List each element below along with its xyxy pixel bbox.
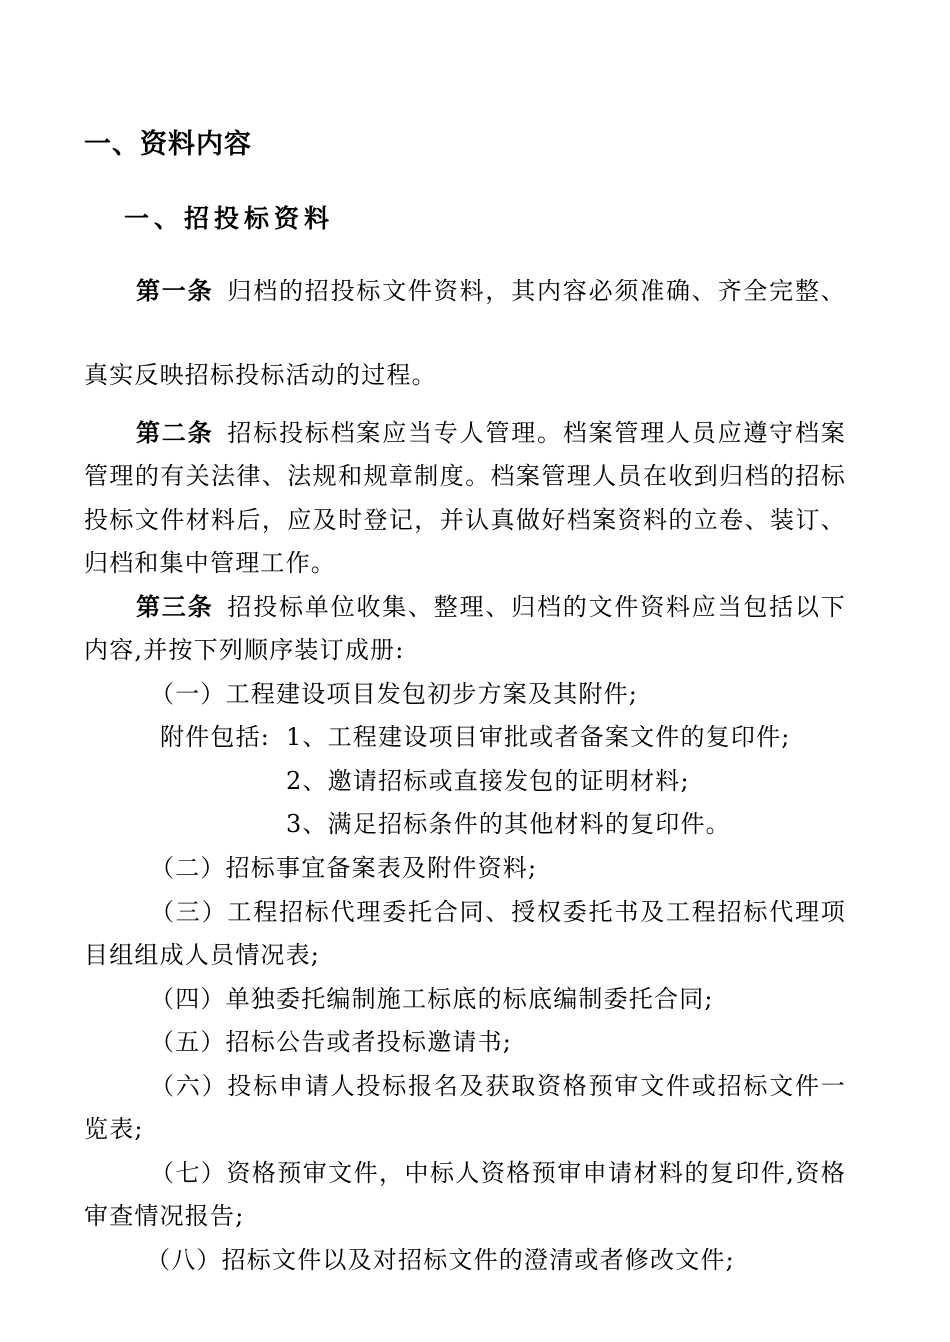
article-1-text: 归档的招投标文件资料，其内容必须准确、齐全完整、	[227, 277, 846, 305]
article-1-line-2: 真实反映招标投标活动的过程。	[84, 361, 437, 389]
list-item-5: （五）招标公告或者投标邀请书;	[150, 1028, 513, 1056]
article-2-text: 招标投标档案应当专人管理。档案管理人员应遵守档案	[227, 419, 846, 447]
list-item-7-line-1: （七）资格预审文件，中标人资格预审申请材料的复印件,资格	[150, 1159, 846, 1187]
article-2-line-4: 归档和集中管理工作。	[84, 549, 336, 577]
list-item-6-line-2: 览表;	[84, 1115, 144, 1143]
attachment-item-3: 3、满足招标条件的其他材料的复印件。	[286, 810, 731, 838]
attachment-item-1: 1、工程建设项目审批或者备案文件的复印件;	[286, 723, 791, 751]
list-item-6-line-1: （六）投标申请人投标报名及获取资格预审文件或招标文件一	[150, 1072, 846, 1100]
article-2-label: 第二条	[136, 419, 214, 447]
list-item-8: （八）招标文件以及对招标文件的澄清或者修改文件;	[146, 1246, 735, 1274]
list-item-4: （四）单独委托编制施工标底的标底编制委托合同;	[150, 985, 714, 1013]
attachment-item-2: 2、邀请招标或直接发包的证明材料;	[286, 767, 690, 795]
article-2-line-3: 投标文件材料后，应及时登记，并认真做好档案资料的立卷、装订、	[84, 506, 846, 534]
section-heading: 一、资料内容	[84, 129, 252, 160]
list-item-7-line-2: 审查情况报告;	[84, 1202, 245, 1230]
list-item-3-line-2: 目组组成人员情况表;	[84, 941, 321, 969]
article-3-label: 第三条	[136, 593, 214, 621]
article-3-text: 招投标单位收集、整理、归档的文件资料应当包括以下	[227, 593, 846, 621]
list-item-3-line-1: （三）工程招标代理委托合同、授权委托书及工程招标代理项	[150, 898, 846, 926]
list-item-2: （二）招标事宜备案表及附件资料;	[150, 854, 538, 882]
attachment-label: 附件包括:	[160, 723, 271, 751]
article-3-line-2: 内容,并按下列顺序装订成册:	[84, 636, 405, 664]
article-1-line-1	[136, 276, 846, 306]
article-3-line-1	[136, 592, 846, 622]
subsection-heading: 一、招投标资料	[124, 204, 335, 233]
list-item-1: （一）工程建设项目发包初步方案及其附件;	[150, 680, 639, 708]
article-2-line-1	[136, 418, 846, 448]
article-1-label: 第一条	[136, 277, 214, 305]
article-2-line-2: 管理的有关法律、法规和规章制度。档案管理人员在收到归档的招标	[84, 462, 846, 490]
